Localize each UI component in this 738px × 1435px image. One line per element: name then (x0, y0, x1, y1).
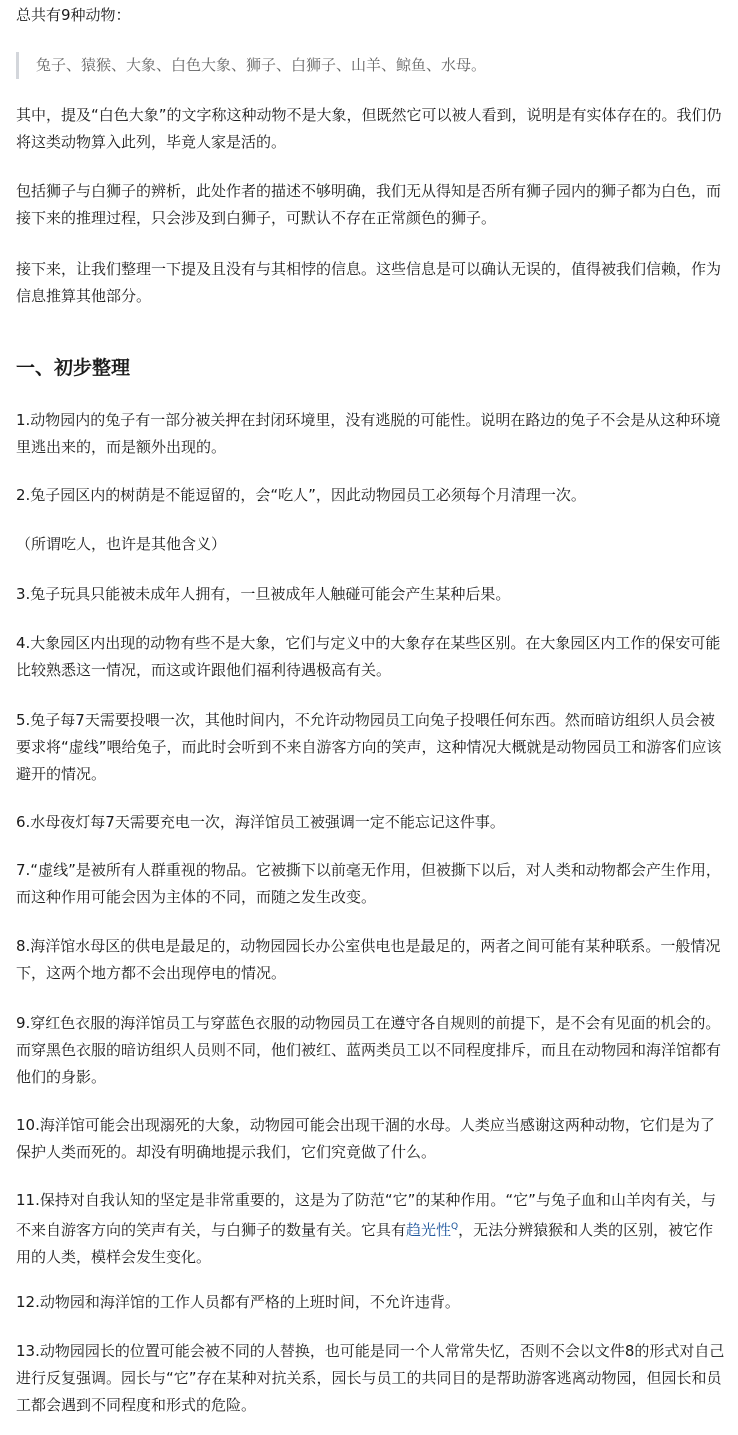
list-item-9: 9.穿红色衣服的海洋馆员工与穿蓝色衣服的动物园员工在遵守各自规则的前提下，是不会有见面的机会的。而穿黑色衣服的暗访组织人员则不同，他们被红、蓝两类员工以不同程度排斥，而且在动物园和海洋馆都有他们的身影。 (16, 1014, 722, 1086)
list-item-1: 1.动物园内的兔子有一部分被关押在封闭环境里，没有逃脱的可能性。说明在路边的兔子不会是从这种环境里逃出来的，而是额外出现的。 (16, 411, 721, 456)
list-item-11-after: ，无法分辨猿猴和人类的区别，被它作用的人类，模样会发生变化。 (16, 1221, 714, 1266)
paragraph-1: 其中，提及“白色大象”的文字称这种动物不是大象，但既然它可以被人看到，说明是有实体存在的。我们仍将这类动物算入此列，毕竟人家是活的。 (16, 106, 722, 151)
list-item-8: 8.海洋馆水母区的供电是最足的，动物园园长办公室供电也是最足的，两者之间可能有某种联系。一般情况下，这两个地方都不会出现停电的情况。 (16, 937, 721, 982)
list-item-5: 5.兔子每7天需要投喂一次，其他时间内，不允许动物园员工向兔子投喂任何东西。然而暗访组织人员会被要求将“虚线”喂给兔子，而此时会听到不来自游客方向的笑声，这种情况大概就是动物园员工和游客们应该避开的情况。 (16, 711, 722, 783)
list-item-10: 10.海洋馆可能会出现溺死的大象，动物园可能会出现干涸的水母。人类应当感谢这两种动物，它们是为了保护人类而死的。却没有明确地提示我们，它们究竟做了什么。 (16, 1116, 715, 1161)
paragraph-3: 接下来，让我们整理一下提及且没有与其相悖的信息。这些信息是可以确认无误的，值得被我们信赖，作为信息推算其他部分。 (16, 260, 722, 305)
list-item-6: 6.水母夜灯每7天需要充电一次，海洋馆员工被强调一定不能忘记这件事。 (16, 813, 505, 831)
list-item-4: 4.大象园区内出现的动物有些不是大象，它们与定义中的大象存在某些区别。在大象园区内工作的保安可能比较熟悉这一情况，而这或许跟他们福利待遇极高有关。 (16, 634, 721, 679)
list-item-7: 7.“虚线”是被所有人群重视的物品。它被撕下以前毫无作用，但被撕下以后，对人类和动物都会产生作用，而这种作用可能会因为主体的不同，而随之发生改变。 (16, 861, 721, 906)
term-link[interactable]: 趋光性 (406, 1221, 452, 1239)
animal-list-quote: 兔子、猿猴、大象、白色大象、狮子、白狮子、山羊、鲸鱼、水母。 (16, 52, 736, 79)
intro-text: 总共有9种动物： (16, 6, 131, 24)
search-icon[interactable]: Q (451, 1222, 459, 1232)
list-item-2: 2.兔子园区内的树荫是不能逗留的，会“吃人”，因此动物园员工必须每个月清理一次。 (16, 486, 586, 504)
section-heading: 一、初步整理 (16, 357, 131, 379)
paragraph-2: 包括狮子与白狮子的辨析，此处作者的描述不够明确，我们无从得知是否所有狮子园内的狮子都为白色，而接下来的推理过程，只会涉及到白狮子，可默认不存在正常颜色的狮子。 (16, 182, 722, 227)
list-item-12: 12.动物园和海洋馆的工作人员都有严格的上班时间，不允许违背。 (16, 1293, 460, 1311)
list-item-11-before: 11.保持对自我认知的坚定是非常重要的，这是为了防范“它”的某种作用。“它”与兔子血和山羊肉有关，与不来自游客方向的笑声有关，与白狮子的数量有关。它具有 (16, 1191, 716, 1239)
list-item-3: 3.兔子玩具只能被未成年人拥有，一旦被成年人触碰可能会产生某种后果。 (16, 585, 511, 603)
list-item-11 (16, 1187, 726, 1271)
list-item-13: 13.动物园园长的位置可能会被不同的人替换，也可能是同一个人常常失忆，否则不会以文件8的形式对自己进行反复强调。园长与“它”存在某种对抗关系，园长与员工的共同目的是帮助游客逃离动物园，但园长和员工都会遇到不同程度和形式的危险。 (16, 1342, 725, 1414)
list-item-note: （所谓吃人，也许是其他含义） (16, 535, 227, 553)
